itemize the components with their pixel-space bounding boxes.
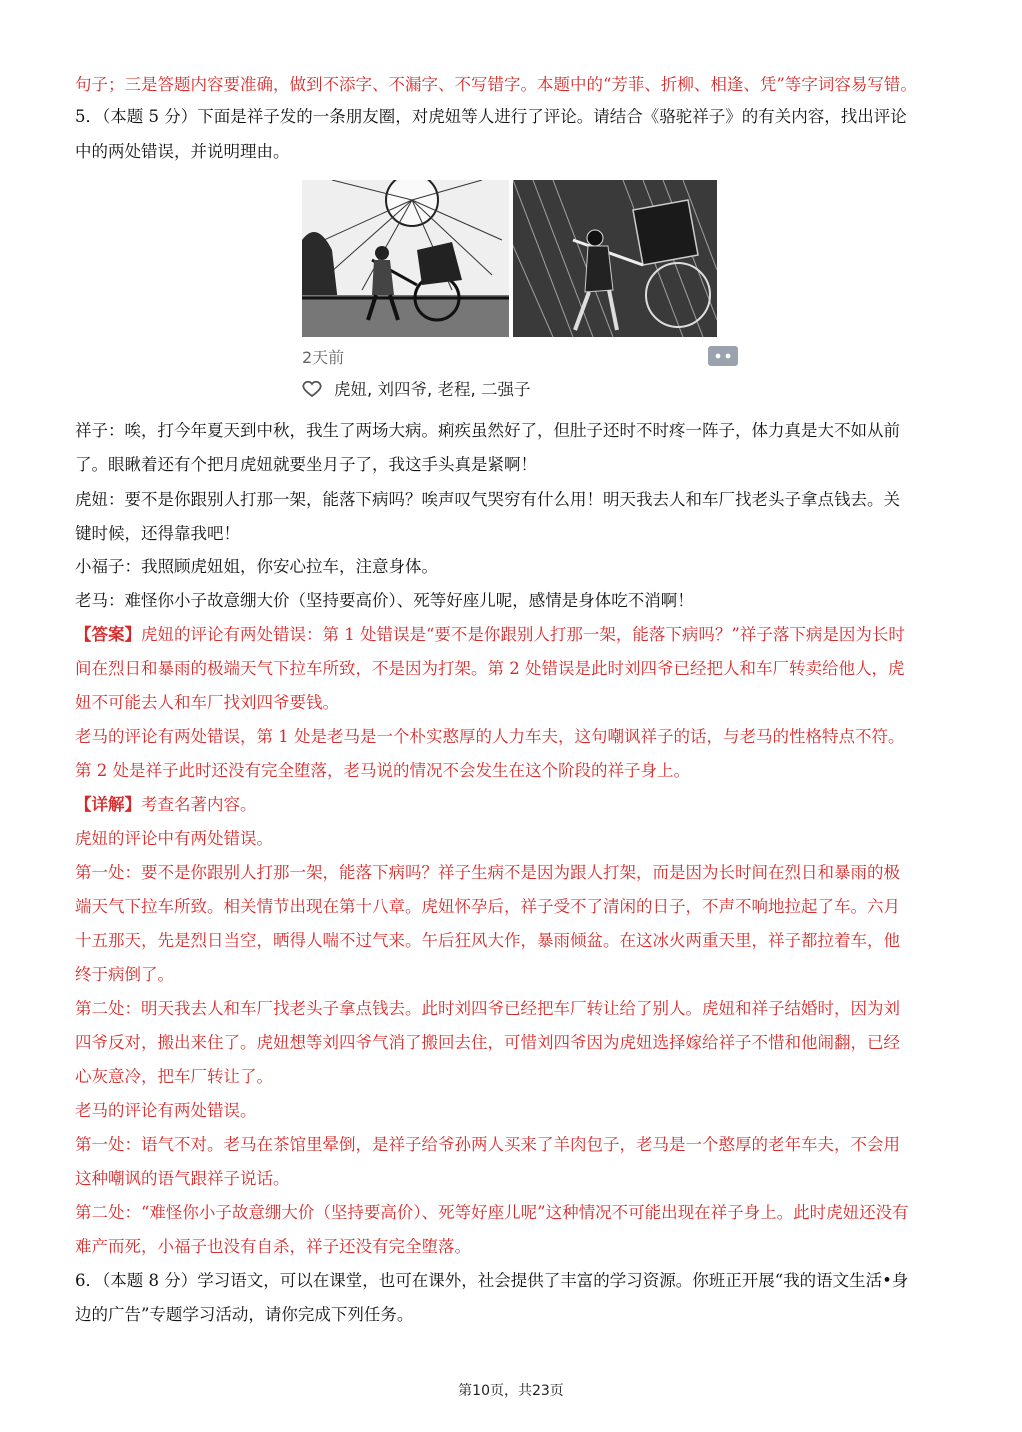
comment-xiangzi-2: 了。眼瞅着还有个把月虎妞就要坐月子了，我这手头真是紧啊！ bbox=[75, 455, 537, 474]
moments-post bbox=[302, 180, 742, 405]
answer-line-2: 间在烈日和暴雨的极端天气下拉车所致，不是因为打架。第 2 处错误是此时刘四爷已经把人和车厂转卖给他人，虎 bbox=[75, 659, 905, 678]
rickshaw-storm-illustration bbox=[513, 180, 717, 337]
comment-huniu-2: 键时候，还得靠我吧！ bbox=[75, 524, 240, 543]
answer-line-5: 第 2 处是祥子此时还没有完全堕落，老马说的情况不会发生在这个阶段的祥子身上。 bbox=[75, 761, 690, 780]
question-6-line-1: 6．（本题 8 分）学习语文，可以在课堂，也可在课外，社会提供了丰富的学习资源。你班正开展“我的语文生活•身 bbox=[75, 1271, 909, 1290]
comment-icon[interactable] bbox=[708, 346, 738, 366]
detail-p1-2: 端天气下拉车所致。相关情节出现在第十八章。虎妞怀孕后，祥子受不了清闲的日子，不声不响地拉起了车。六月 bbox=[75, 897, 900, 916]
detail-p1-3: 十五那天，先是烈日当空，晒得人喘不过气来。午后狂风大作，暴雨倾盆。在这冰火两重天里，祥子都拉着车，他 bbox=[75, 931, 900, 950]
detail-p2-3: 心灰意冷，把车厂转让了。 bbox=[75, 1067, 273, 1086]
rickshaw-sun-illustration bbox=[302, 180, 509, 337]
question-5-line-1: 5．（本题 5 分）下面是祥子发的一条朋友圈，对虎妞等人进行了评论。请结合《骆驼祥子》的有关内容，找出评论 bbox=[75, 107, 907, 126]
answer-line-4: 老马的评论有两处错误，第 1 处是老马是一个朴实憨厚的人力车夫，这句嘲讽祥子的话，与老马的性格特点不符。 bbox=[75, 727, 905, 746]
post-time: 2天前 bbox=[302, 348, 345, 367]
detail-heading-1: 虎妞的评论中有两处错误。 bbox=[75, 829, 273, 848]
question-6-line-2: 边的广告”专题学习活动，请你完成下列任务。 bbox=[75, 1305, 414, 1324]
previous-answer-tail: 句子；三是答题内容要准确，做到不添字、不漏字、不写错字。本题中的“芳菲、折柳、相逢、凭”等字词容易写错。 bbox=[75, 75, 917, 94]
question-5-line-2: 中的两处错误，并说明理由。 bbox=[75, 142, 290, 161]
detail-p2-2: 四爷反对，搬出来住了。虎妞想等刘四爷气消了搬回去住，可惜刘四爷因为虎妞选择嫁给祥子不惜和他闹翻，已经 bbox=[75, 1033, 900, 1052]
detail-p2-1: 第二处：明天我去人和车厂找老头子拿点钱去。此时刘四爷已经把车厂转让给了别人。虎妞和祥子结婚时，因为刘 bbox=[75, 999, 900, 1018]
answer-line-3: 妞不可能去人和车厂找刘四爷要钱。 bbox=[75, 693, 339, 712]
likes-names: 虎妞, 刘四爷, 老程, 二强子 bbox=[334, 380, 531, 399]
detail-line-intro: 【详解】考查名著内容。 bbox=[75, 795, 257, 814]
answer-tag: 【答案】 bbox=[75, 625, 141, 644]
detail-p1-4: 终于病倒了。 bbox=[75, 965, 174, 984]
comment-laoma: 老马：难怪你小子故意绷大价（坚持要高价）、死等好座儿呢，感情是身体吃不消啊！ bbox=[75, 591, 694, 610]
heart-icon bbox=[302, 380, 322, 398]
comment-huniu-1: 虎妞：要不是你跟别人打那一架，能落下病吗？唉声叹气哭穷有什么用！明天我去人和车厂找老头子拿点钱去。关 bbox=[75, 490, 900, 509]
detail-p4-2: 难产而死，小福子也没有自杀，祥子还没有完全堕落。 bbox=[75, 1237, 471, 1256]
comment-xiaofuzi: 小福子：我照顾虎妞姐，你安心拉车，注意身体。 bbox=[75, 557, 438, 576]
detail-p3-2: 这种嘲讽的语气跟祥子说话。 bbox=[75, 1169, 290, 1188]
answer-line-1: 【答案】虎妞的评论有两处错误：第 1 处错误是“要不是你跟别人打那一架，能落下病吗？”祥子落下病是因为长时 bbox=[75, 625, 905, 644]
comment-xiangzi-1: 祥子：唉，打今年夏天到中秋，我生了两场大病。痢疾虽然好了，但肚子还时不时疼一阵子，体力真是大不如从前 bbox=[75, 421, 900, 440]
detail-heading-2: 老马的评论有两处错误。 bbox=[75, 1101, 257, 1120]
detail-tag: 【详解】 bbox=[75, 795, 141, 814]
detail-p1-1: 第一处：要不是你跟别人打那一架，能落下病吗？祥子生病不是因为跟人打架，而是因为长时间在烈日和暴雨的极 bbox=[75, 863, 900, 882]
page-number: 第10页，共23页 bbox=[458, 1383, 564, 1399]
detail-p4-1: 第二处：“难怪你小子故意绷大价（坚持要高价）、死等好座儿呢”这种情况不可能出现在祥子身上。此时虎妞还没有 bbox=[75, 1203, 909, 1222]
likes-row bbox=[302, 376, 530, 400]
detail-p3-1: 第一处：语气不对。老马在茶馆里晕倒，是祥子给爷孙两人买来了羊肉包子，老马是一个憨厚的老年车夫，不会用 bbox=[75, 1135, 900, 1154]
